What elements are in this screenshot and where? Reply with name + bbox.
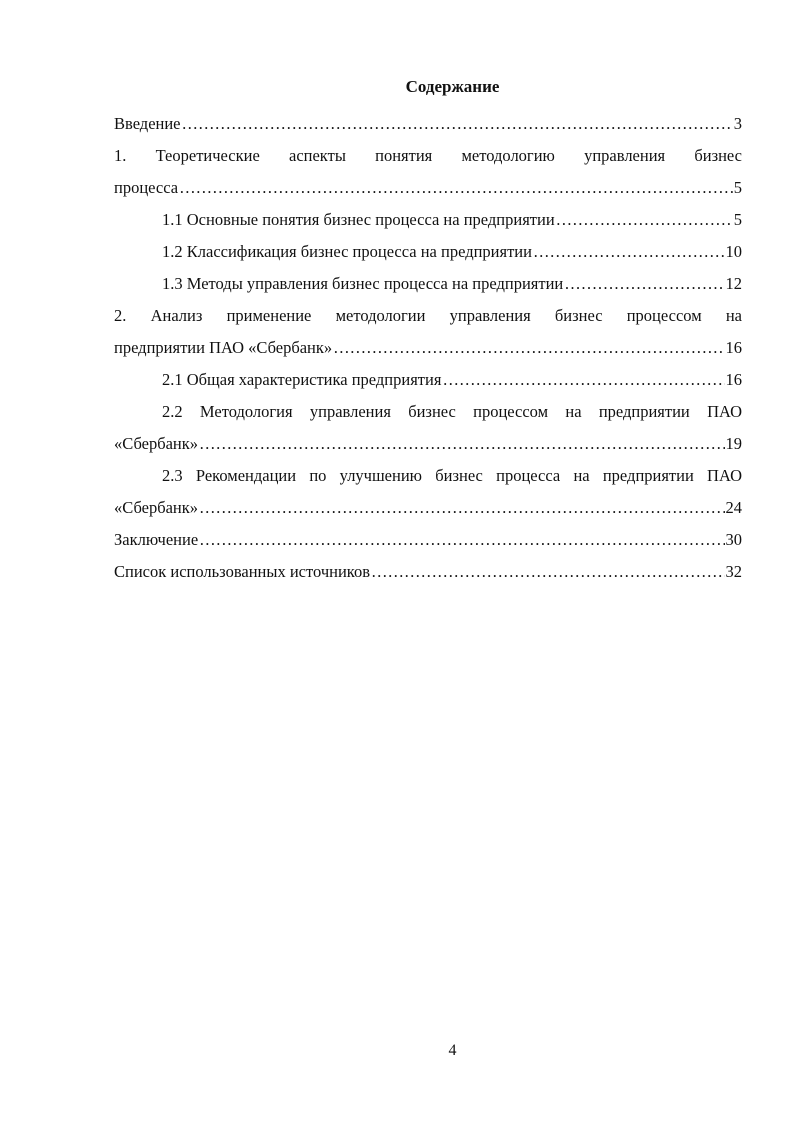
table-of-contents — [114, 108, 742, 588]
toc-page-number: 5 — [733, 210, 742, 229]
toc-dot-leader — [199, 428, 724, 460]
page-title: Содержание — [405, 77, 500, 96]
toc-entry-label: предприятии ПАО «Сбербанк» — [114, 338, 333, 357]
toc-page-number: 10 — [725, 242, 742, 261]
toc-entry-label: Введение — [114, 114, 181, 133]
toc-dot-leader — [556, 204, 733, 236]
toc-entry-section-2-line-2 — [114, 332, 742, 364]
toc-page-number: 5 — [733, 178, 742, 197]
toc-entry-section-2-line-1: 2. Анализ применение методологии управления бизнес процессом на — [114, 306, 742, 325]
toc-page-number: 32 — [725, 562, 742, 581]
toc-dot-leader — [199, 524, 724, 556]
toc-dot-leader — [564, 268, 724, 300]
toc-page-number: 19 — [725, 434, 742, 453]
page-number: 4 — [448, 1042, 457, 1059]
toc-entry-label: Список использованных источников — [114, 562, 370, 581]
toc-page-number: 30 — [725, 530, 742, 549]
toc-entry-2-2-line-1: 2.2 Методология управления бизнес процессом на предприятии ПАО — [162, 402, 742, 421]
toc-page-number: 16 — [725, 338, 742, 357]
toc-entry-section-1-line-1: 1. Теоретические аспекты понятия методологию управления бизнес — [114, 146, 742, 165]
toc-entry-1-2 — [114, 236, 742, 268]
toc-page-number: 24 — [725, 498, 742, 517]
toc-dot-leader — [442, 364, 724, 396]
toc-entry-references — [114, 556, 742, 588]
toc-dot-leader — [371, 556, 725, 588]
toc-entry-2-3-line-1: 2.3 Рекомендации по улучшению бизнес процесса на предприятии ПАО — [162, 466, 742, 485]
toc-entry-label: 1.2 Классификация бизнес процесса на предприятии — [162, 242, 532, 261]
toc-dot-leader — [182, 108, 733, 140]
toc-entry-intro — [114, 108, 742, 140]
toc-dot-leader — [333, 332, 724, 364]
toc-page-number: 3 — [733, 114, 742, 133]
toc-entry-2-3-line-2 — [114, 492, 742, 524]
toc-entry-2-2-line-2 — [114, 428, 742, 460]
toc-dot-leader — [199, 492, 724, 524]
toc-entry-label: «Сбербанк» — [114, 434, 199, 453]
toc-entry-label: процесса — [114, 178, 179, 197]
toc-entry-1-3 — [114, 268, 742, 300]
toc-dot-leader — [179, 172, 733, 204]
toc-entry-1-1 — [114, 204, 742, 236]
toc-dot-leader — [533, 236, 725, 268]
toc-entry-label: «Сбербанк» — [114, 498, 199, 517]
toc-page-number: 16 — [725, 370, 742, 389]
toc-entry-label: 1.3 Методы управления бизнес процесса на предприятии — [162, 274, 564, 293]
toc-page-number: 12 — [725, 274, 742, 293]
toc-entry-2-1 — [114, 364, 742, 396]
toc-entry-conclusion — [114, 524, 742, 556]
toc-entry-label: 1.1 Основные понятия бизнес процесса на предприятии — [162, 210, 555, 229]
toc-entry-label: Заключение — [114, 530, 199, 549]
toc-entry-label: 2.1 Общая характеристика предприятия — [162, 370, 442, 389]
toc-entry-section-1-line-2 — [114, 172, 742, 204]
